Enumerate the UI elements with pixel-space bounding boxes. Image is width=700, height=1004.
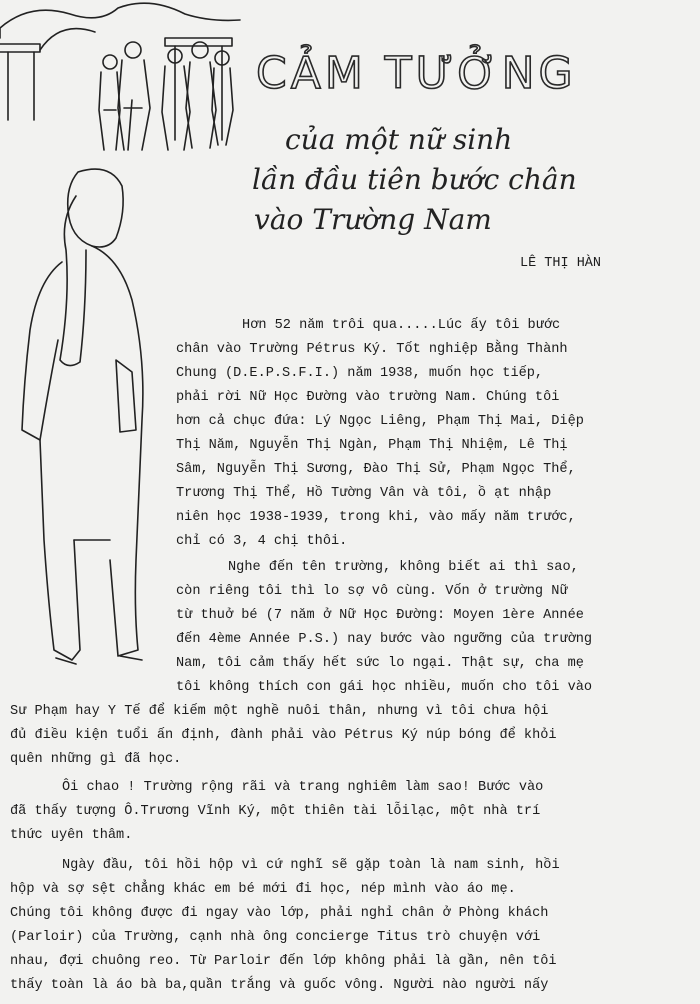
text-line: Thị Năm, Nguyễn Thị Ngàn, Phạm Thị Nhiệm, Lê Thị: [176, 438, 568, 453]
text-line: hơn cả chục đứa: Lý Ngọc Liêng, Phạm Thị Mai, Diệp: [176, 414, 584, 429]
text-line: niên học 1938-1939, trong khi, vào mấy năm trước,: [176, 510, 576, 525]
text-line: tôi không thích con gái học nhiều, muốn cho tôi vào: [176, 680, 593, 695]
text-line: Hơn 52 năm trôi qua.....Lúc ấy tôi bước: [242, 318, 561, 333]
text-line: đã thấy tượng Ô.Trương Vĩnh Ký, một thiên tài lỗilạc, một nhà trí: [10, 804, 541, 819]
text-line: đủ điều kiện tuổi ấn định, đành phải vào Pétrus Ký núp bóng để khỏi: [10, 728, 557, 743]
text-line: chỉ có 3, 4 chị thôi.: [176, 534, 348, 549]
text-line: Sư Phạm hay Y Tế để kiếm một nghề nuôi thân, nhưng vì tôi chưa hội: [10, 704, 549, 719]
text-line: thấy toàn là áo bà ba,quần trắng và guốc vông. Người nào người nấy: [10, 978, 549, 993]
text-line: Ngày đầu, tôi hồi hộp vì cứ nghĩ sẽ gặp toàn là nam sinh, hồi: [62, 858, 560, 873]
subtitle-line: của một nữ sinh: [285, 123, 513, 156]
text-line: còn riêng tôi thì lo sợ vô cùng. Vốn ở trường Nữ: [176, 584, 568, 599]
text-line: (Parloir) của Trường, cạnh nhà ông concierge Titus trò chuyện với: [10, 930, 541, 945]
text-line: quên những gì đã học.: [10, 752, 182, 767]
text-line: Trương Thị Thể, Hồ Tường Vân và tôi, ồ ạt nhập: [176, 486, 552, 501]
text-line: phải rời Nữ Học Đường vào trường Nam. Chúng tôi: [176, 390, 560, 405]
sketch-illustration: [0, 0, 250, 680]
text-line: chân vào Trường Pétrus Ký. Tốt nghiệp Bằng Thành: [176, 342, 568, 357]
author-name: LÊ THỊ HÀN: [520, 256, 602, 271]
text-line: đến 4ème Année P.S.) nay bước vào ngưỡng của trường: [176, 632, 593, 647]
text-line: hộp và sợ sệt chẳng khác em bé mới đi học, nép mình vào áo mẹ.: [10, 882, 516, 897]
text-line: Nam, tôi cảm thấy hết sức lo ngại. Thật sự, cha mẹ: [176, 656, 584, 671]
text-line: Sâm, Nguyễn Thị Sương, Đào Thị Sử, Phạm Ngọc Thể,: [176, 462, 576, 477]
document-title: CẢM TƯỞNG: [256, 48, 577, 99]
text-line: Chúng tôi không được đi ngay vào lớp, phải nghỉ chân ở Phòng khách: [10, 906, 549, 921]
text-line: Chung (D.E.P.S.F.I.) năm 1938, muốn học tiếp,: [176, 366, 544, 381]
text-line: nhau, đợi chuông reo. Từ Parloir đến lớp không phải là gần, nên tôi: [10, 954, 557, 969]
subtitle-line: vào Trường Nam: [254, 203, 492, 236]
text-line: Ôi chao ! Trường rộng rãi và trang nghiêm làm sao! Bước vào: [62, 780, 544, 795]
text-line: thức uyên thâm.: [10, 828, 133, 843]
text-line: Nghe đến tên trường, không biết ai thì sao,: [228, 560, 579, 575]
text-line: từ thuở bé (7 năm ở Nữ Học Đường: Moyen 1ère Année: [176, 608, 584, 623]
subtitle-line: lần đầu tiên bước chân: [252, 163, 577, 196]
